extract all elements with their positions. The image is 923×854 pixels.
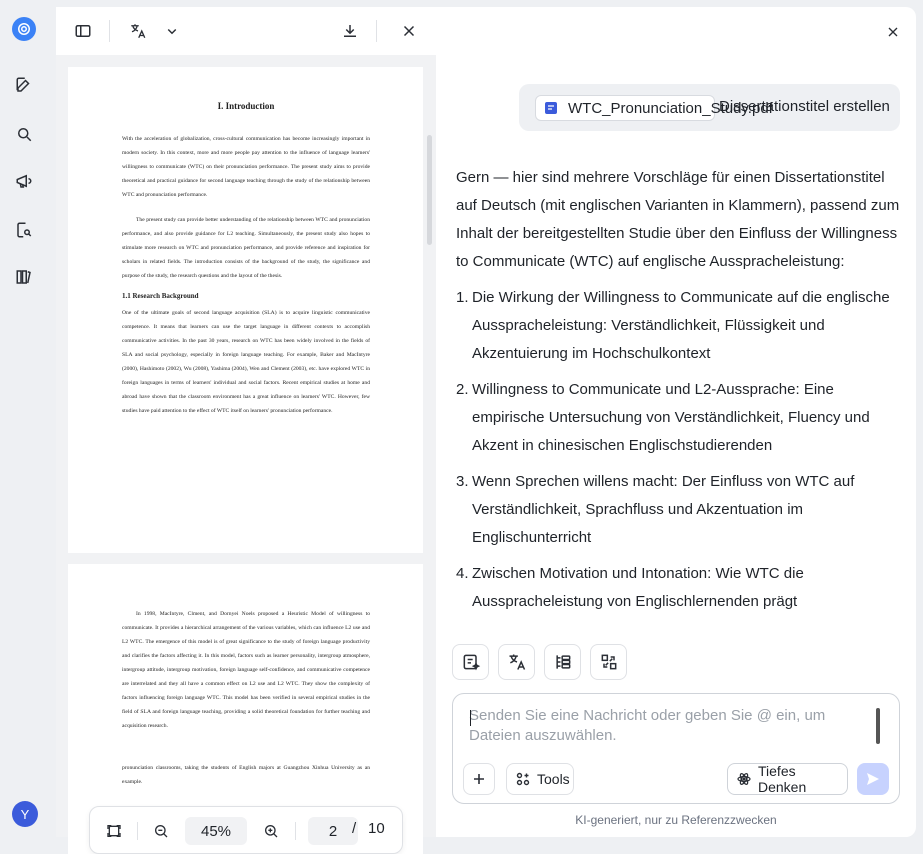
add-attachment-button[interactable] bbox=[463, 763, 495, 795]
pdf-page-content bbox=[122, 101, 370, 418]
deep-think-button[interactable] bbox=[727, 763, 848, 795]
fit-page-icon[interactable] bbox=[104, 821, 124, 841]
attached-file-name: WTC_Pronunciation_Study.pdf bbox=[568, 99, 773, 117]
close-icon[interactable] bbox=[399, 21, 419, 41]
file-icon bbox=[544, 101, 558, 115]
toolbar-divider bbox=[376, 20, 377, 42]
search-icon[interactable] bbox=[14, 124, 34, 144]
zoom-divider bbox=[137, 822, 138, 840]
chat-panel bbox=[436, 7, 916, 837]
text-caret bbox=[470, 710, 471, 726]
page-paragraph: pronunciation classrooms, taking the students of English majors at Guangzhou Xinhua University as an example. bbox=[122, 765, 370, 785]
answer-intro: Gern — hier sind mehrere Vorschläge für einen Dissertationstitel auf Deutsch (mit englischen Varianten in Klammern), passend zum Inhalt der bereitgestellten Studie über den Einfluss der Willingness to Communicate (WTC) auf englische Ausspracheleistung: bbox=[456, 169, 900, 270]
send-icon bbox=[866, 772, 880, 786]
zoom-in-icon[interactable] bbox=[261, 821, 281, 841]
sidebar-toggle-icon[interactable] bbox=[73, 21, 93, 41]
message-input[interactable] bbox=[469, 706, 864, 750]
app-rail bbox=[0, 0, 48, 844]
ai-disclaimer: KI-generiert, nur zu Referenzzwecken bbox=[575, 813, 777, 827]
tools-icon bbox=[516, 772, 530, 786]
translate-icon[interactable] bbox=[128, 21, 148, 41]
title-suggestion-list bbox=[456, 284, 900, 616]
new-note-icon[interactable] bbox=[14, 75, 34, 95]
page-paragraph: One of the ultimate goals of second language acquisition (SLA) is to acquire linguistic communicative competence. It means that learners can use the target language in different contexts to accomplish communicative activities. In the past 30 years, research on WTC has been widely involved in the fields of SLA and social psychology, especially in foreign language teaching. For example, Baker and MacIntyre (2000), Hashimoto (2002), Wu (2008), Yashima (2004), Wen and Clement (2003), etc. have explored WTC in foreign languages in terms of learners' individual and social factors. Recent empirical studies at home and abroad have shown that the classroom environment has a great influence on learners' WTC. However, few studies have paid attention to the effect of WTC itself on learners' pronunciation performance. bbox=[122, 310, 370, 414]
page-paragraph: In 1998, MacIntyre, Clment, and Dornyei Noels proposed a Heuristic Model of willingness to communicate. It provides a hierarchical arrangement of the various variables, which can influence L2 use and L2 WTC. The emergence of this model is of great significance to the study of foreign language productivity and clarifies the factors affecting it. In this model, factors such as learner personality, intergroup atmosphere, intergroup attitude, intergroup motivation, foreign language self-confidence, and communicative competence are interrelated and they all have a common effect on L2 use and L2 WTC. They show the complexity of factors influencing foreign language WTC. This model has been verified in several empirical studies in the field of SLA and foreign language teaching, providing a solid theoretical foundation for further teaching and acquisition research. bbox=[122, 611, 370, 729]
list-item: 3. Wenn Sprechen willens macht: Der Einfluss von WTC auf Verständlichkeit, Sprachfluss und Akzentuation im Englischunterricht bbox=[456, 473, 855, 546]
close-chat-icon[interactable] bbox=[884, 23, 902, 41]
page-paragraph: The present study can provide better understanding of the relationship between WTC and pronunciation performance, and also provide guidance for L2 teaching. Simultaneously, the present study also hopes to stimulate more research on WTC and pronunciation performance, and provide reference and inspiration for scholars in related fields. The introduction consists of the background of the study, the significance and purpose of the study, the research questions and the layout of the thesis. bbox=[122, 217, 370, 279]
download-icon[interactable] bbox=[340, 21, 360, 41]
tools-button[interactable] bbox=[506, 763, 574, 795]
doc-search-icon[interactable] bbox=[14, 220, 34, 240]
page-separator: / bbox=[352, 820, 357, 837]
chevron-down-icon[interactable] bbox=[162, 21, 182, 41]
list-item: 4. Zwischen Motivation und Intonation: Wie WTC die Ausspracheleistung von Englischlernenden prägt bbox=[456, 565, 804, 610]
zoom-out-icon[interactable] bbox=[151, 821, 171, 841]
assistant-answer bbox=[456, 164, 900, 624]
toolbar-divider bbox=[109, 20, 110, 42]
outline-icon bbox=[553, 652, 573, 672]
megaphone-icon[interactable] bbox=[14, 171, 34, 191]
zoom-level[interactable]: 45% bbox=[185, 817, 247, 845]
library-icon[interactable] bbox=[14, 267, 34, 287]
zoom-toolbar bbox=[89, 806, 403, 854]
page-number-input[interactable]: 2 bbox=[308, 817, 358, 845]
user-message bbox=[519, 84, 900, 131]
compare-icon bbox=[599, 652, 619, 672]
pdf-toolbar bbox=[56, 7, 436, 55]
user-message-text: Dissertationstitel erstellen bbox=[719, 98, 890, 115]
logo-icon[interactable] bbox=[12, 17, 36, 41]
pdf-page bbox=[68, 67, 423, 553]
page-paragraph: With the acceleration of globalization, cross-cultural communication has become increasingly important in modern society. In this context, more and more people pay attention to the influence of language learners' willingness to communicate (WTC) on their pronunciation performance. The present study aims to provide theoretical and practical guidance for second language teaching through the study of the relationship between WTC and pronunciation performance. bbox=[122, 136, 370, 198]
attached-file-chip[interactable] bbox=[535, 95, 773, 121]
plus-icon bbox=[472, 772, 486, 786]
atom-icon bbox=[737, 772, 751, 786]
tools-label: Tools bbox=[537, 771, 570, 787]
compare-button[interactable] bbox=[590, 644, 627, 680]
send-button[interactable] bbox=[857, 763, 889, 795]
translate-icon bbox=[507, 652, 527, 672]
summary-icon bbox=[461, 652, 481, 672]
pdf-viewer bbox=[56, 7, 436, 840]
page-total: 10 bbox=[368, 820, 385, 837]
deep-think-label: Tiefes Denken bbox=[758, 763, 807, 795]
message-composer bbox=[452, 693, 900, 804]
pdf-page-content bbox=[122, 607, 370, 789]
avatar[interactable]: Y bbox=[12, 801, 38, 827]
pdf-scrollbar[interactable] bbox=[427, 135, 432, 245]
page-heading: I. Introduction bbox=[217, 101, 275, 111]
page-subheading: 1.1 Research Background bbox=[122, 292, 199, 300]
list-item: 1. Die Wirkung der Willingness to Communicate auf die englische Ausspracheleistung: Verständlichkeit, Flüssigkeit und Akzentuierung im Hochschulkontext bbox=[456, 289, 890, 362]
zoom-divider bbox=[295, 822, 296, 840]
composer-scrollbar[interactable] bbox=[876, 708, 880, 744]
summarize-button[interactable] bbox=[452, 644, 489, 680]
pdf-scroll-area[interactable] bbox=[56, 55, 436, 840]
translate-button[interactable] bbox=[498, 644, 535, 680]
outline-button[interactable] bbox=[544, 644, 581, 680]
list-item: 2. Willingness to Communicate und L2-Aussprache: Eine empirische Untersuchung von Verständlichkeit, Fluency und Akzent in chinesischen Englischstudierenden bbox=[456, 381, 870, 454]
